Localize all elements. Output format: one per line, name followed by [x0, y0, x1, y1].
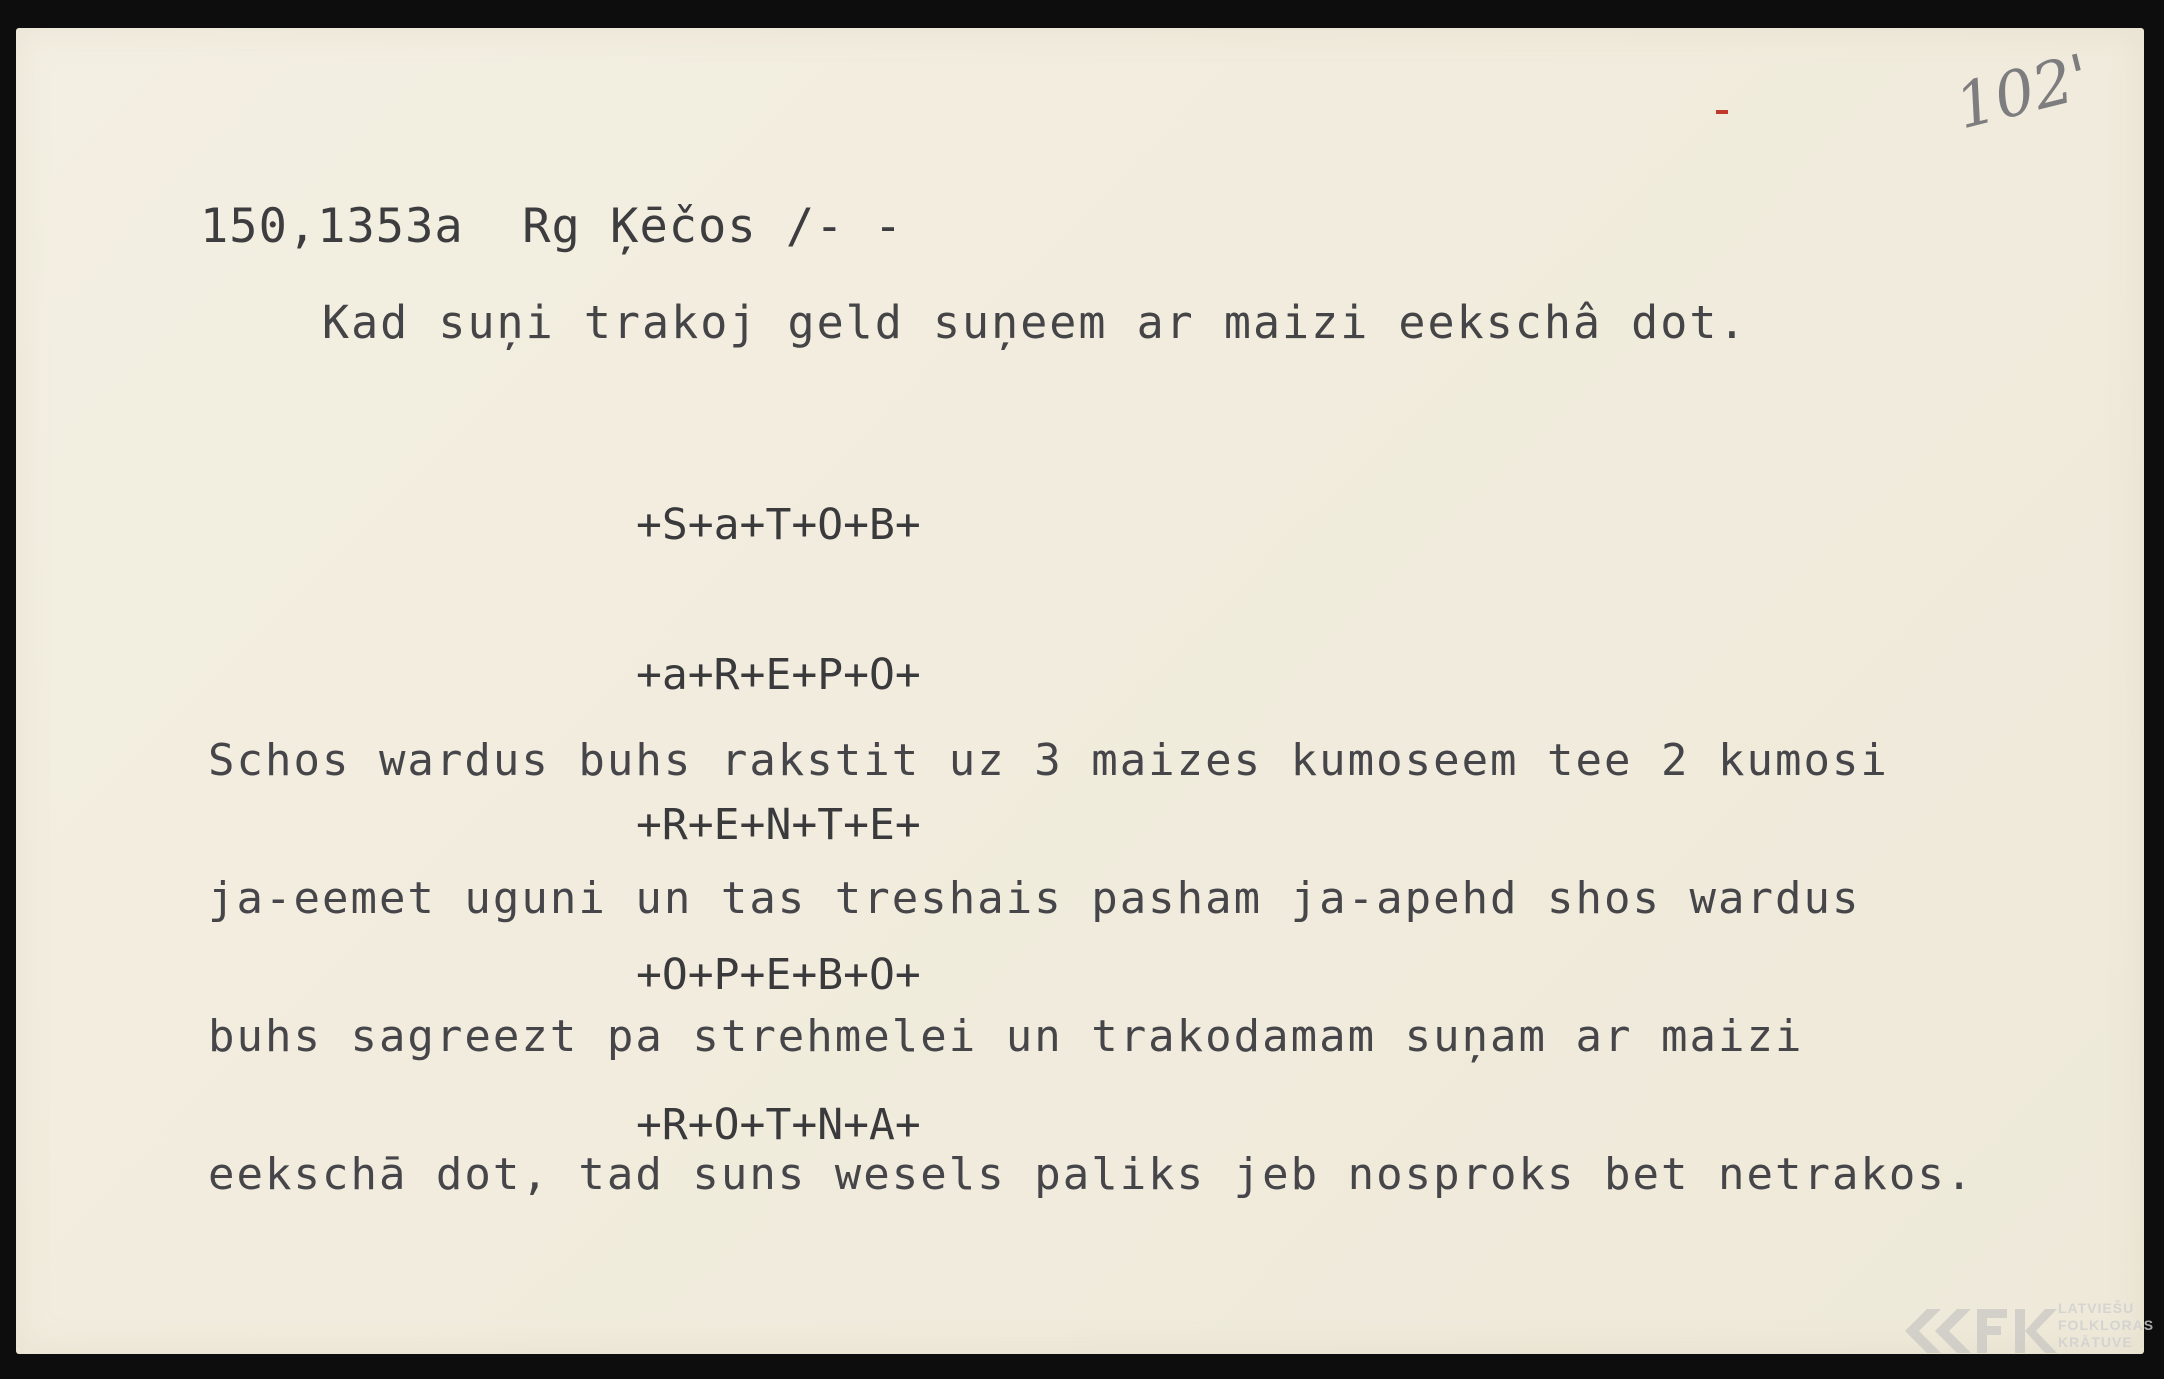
- card-title: Kad suņi trakoj geld suņeem ar maizi eekschâ dot.: [322, 296, 1748, 349]
- lfk-logo-text: [2058, 1300, 2154, 1351]
- body-line: buhs sagreezt pa strehmelei un trakodamam suņam ar maizi: [208, 1011, 1804, 1062]
- sator-row: +S+a+T+O+B+: [636, 500, 921, 550]
- card-body-text: [208, 646, 1974, 1244]
- sator-row: +R+O+T+N+A+: [636, 1100, 921, 1150]
- red-pencil-mark: [1716, 110, 1728, 114]
- sator-row: +R+E+N+T+E+: [636, 800, 921, 850]
- body-line: eekschā dot, tad suns wesels paliks jeb nosproks bet netrakos.: [208, 1149, 1975, 1200]
- logo-line: KRĀTUVE: [2058, 1334, 2133, 1350]
- handwritten-page-number: 102': [1948, 39, 2098, 144]
- logo-line: FOLKLORAS: [2058, 1317, 2155, 1333]
- body-line: Schos wardus buhs rakstit uz 3 maizes kumoseem tee 2 kumosi: [208, 735, 1889, 786]
- body-line: ja-eemet uguni un tas treshais pasham ja-apehd shos wardus: [208, 873, 1861, 924]
- logo-line: LATVIEŠU: [2058, 1300, 2135, 1316]
- sator-row: +O+P+E+B+O+: [636, 950, 921, 1000]
- catalog-header: 150,1353a Rg Ķēčos /- -: [200, 199, 904, 254]
- sator-row: +a+R+E+P+O+: [636, 650, 921, 700]
